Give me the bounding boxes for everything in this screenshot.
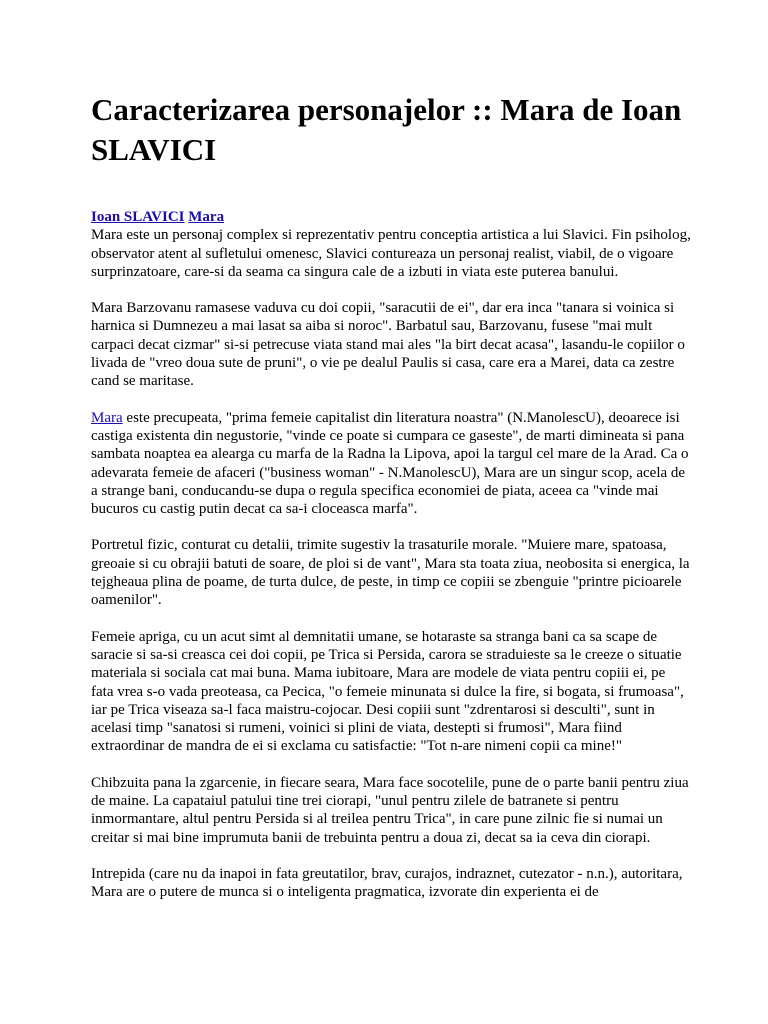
paragraph-3-text: este precupeata, "prima femeie capitalist din literatura noastra" (N.ManolescU), deoarece isi castiga existenta din negustorie, "vinde ce poate si cumpara ce gaseste", de marti dimineata si pana sambata noaptea ea alearga cu marfa de la Radna la Lipova, apoi la targul cel mare de la Arad. Ca o adevarata femeie de afaceri ("business woman" - N.ManolescU), Mara are un singur scop, acela de a strange bani, conducandu-se dupa o regula specifica economiei de piata, aceea ca "vinde mai bucuros cu castig putin decat ca sa-i cloceasca marfa". bbox=[91, 409, 689, 518]
paragraph-7: Intrepida (care nu da inapoi in fata greutatilor, brav, curajos, indraznet, cutezator - n.n.), autoritara, Mara are o putere de munca si o inteligenta pragmatica, izvorate din experienta ei de bbox=[91, 865, 683, 901]
paragraph-5: Femeie apriga, cu un acut simt al demnitatii umane, se hotaraste sa stranga bani ca sa scape de saracie si sa-si creasca cei doi copii, pe Trica si Persida, carora se straduieste sa le creeze o situatie materiala si sociala cat mai buna. Mama iubitoare, Mara are modele de viata pentru copiii ei, pe fata vrea s-o vada preoteasa, ca Pecica, "o femeie minunata si dulce la fire, si bogata, si frumoasa", iar pe Trica viseaza sa-l faca maistru-cojocar. Desi copiii sunt "zdrentarosi si desculti", sunt in acelasi timp "sanatosi si rumeni, voinici si plini de viata, destepti si frumosi", Mara fiind extraordinar de mandra de ei si exclama cu satisfactie: "Tot n-are nimeni copii ca mine!" bbox=[91, 628, 684, 755]
paragraph-2: Mara Barzovanu ramasese vaduva cu doi copii, "saracutii de ei", dar era inca "tanara si voinica si harnica si Dumnezeu a mai lasat sa aiba si noroc". Barbatul sau, Barzovanu, fusese "mai mult carpaci decat cizmar" si-si petrecuse viata stand mai ales "la birt decat acasa", lasandu-le copiilor o livada de "vreo doua sute de pruni", o vie pe dealul Paulis si casa, care era a Marei, data ca zestre cand se maritase. bbox=[91, 300, 685, 390]
document-body bbox=[91, 208, 691, 920]
mara-inline-link[interactable]: Mara bbox=[91, 409, 123, 426]
paragraph-1-text: Mara este un personaj complex si reprezentativ pentru conceptia artistica a lui Slavici. Fin psiholog, observator atent al sufletului omenesc, Slavici contureaza un personaj realist, viabil, de o vigoare surprinzatoare, care-si da seama ca singura cale de a izbuti in viata este puterea banului. bbox=[91, 227, 691, 280]
page-title: Caracterizarea personajelor :: Mara de Ioan SLAVICI bbox=[91, 92, 682, 167]
paragraph-3 bbox=[91, 409, 691, 519]
author-link[interactable]: Ioan SLAVICI bbox=[91, 209, 185, 225]
paragraph-1 bbox=[91, 208, 691, 281]
work-link[interactable]: Mara bbox=[188, 209, 225, 225]
paragraph-4: Portretul fizic, conturat cu detalii, trimite sugestiv la trasaturile morale. "Muiere mare, spatoasa, greoaie si cu obrajii batuti de soare, de ploi si de vant", Mara sta toata ziua, neobosita si energica, la tejgheaua plina de poame, de turta dulce, de peste, in timp ce copiii se zbenguie "printre picioarele oamenilor". bbox=[91, 537, 690, 609]
paragraph-6: Chibzuita pana la zgarcenie, in fiecare seara, Mara face socotelile, pune de o parte banii pentru ziua de maine. La capataiul patului tine trei ciorapi, "unul pentru zilele de batranete si pentru inmormantare, altul pentru Persida si al treilea pentru Trica", in care pune zilnic fie si numai un creitar si mai bine imprumuta banii de trebuinta pentru a doua zi, decat sa ia ceva din ciorapi. bbox=[91, 774, 689, 846]
